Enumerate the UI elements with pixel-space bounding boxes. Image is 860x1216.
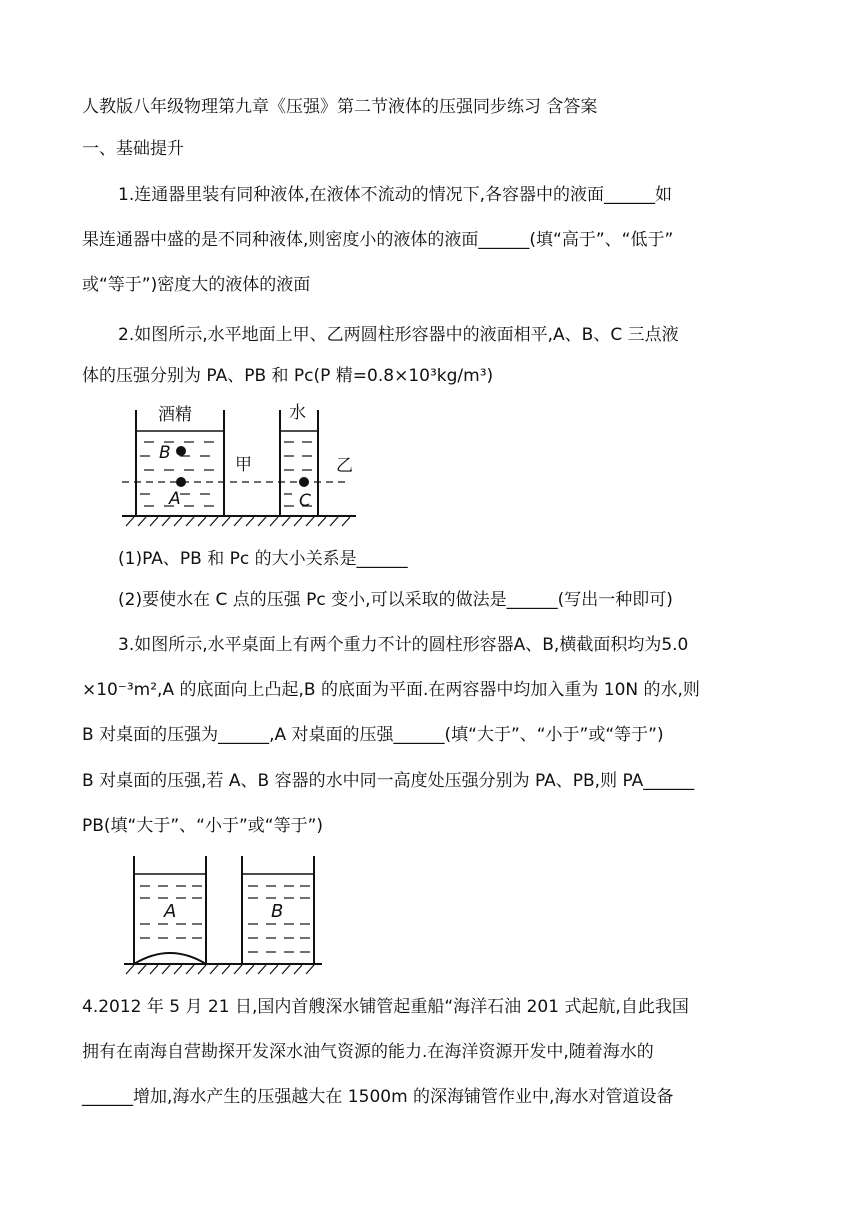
- point-c-dot: [299, 477, 309, 487]
- point-b-dot: [176, 446, 186, 456]
- container-b-label: B: [271, 901, 284, 922]
- question-3-line-2: ×10⁻³m²,A 的底面向上凸起,B 的底面为平面.在两容器中均加入重为 10N 的水,则: [82, 680, 700, 700]
- question-2-figure: [118, 398, 362, 528]
- table-hatching: [126, 965, 314, 974]
- question-1-line-3: 或“等于”)密度大的液体的液面: [82, 275, 311, 295]
- point-a-dot: [176, 477, 186, 487]
- question-2-sub-1: (1)PA、PB 和 Pc 的大小关系是______: [118, 549, 408, 569]
- label-yi: 乙: [336, 456, 353, 476]
- question-4-line-2: 拥有在南海自营勘探开发深水油气资源的能力.在海洋资源开发中,随着海水的: [82, 1042, 654, 1062]
- label-b: B: [159, 443, 171, 463]
- ground-hatching: [126, 517, 350, 526]
- alcohol-label: 酒精: [158, 405, 192, 425]
- label-jia: 甲: [235, 455, 252, 475]
- question-2-line-2: 体的压强分别为 PA、PB 和 Pc(P 精=0.8×10³kg/m³): [82, 366, 494, 386]
- document-title: 人教版八年级物理第九章《压强》第二节液体的压强同步练习 含答案: [82, 97, 598, 117]
- container-a-label: A: [164, 901, 177, 922]
- question-1-line-1: 1.连通器里装有同种液体,在液体不流动的情况下,各容器中的液面______如: [118, 185, 673, 205]
- question-4-line-1: 4.2012 年 5 月 21 日,国内首艘深水铺管起重船“海洋石油 201 式起航,自此我国: [82, 997, 689, 1017]
- question-4-line-3: ______增加,海水产生的压强越大在 1500m 的深海铺管作业中,海水对管道设备: [82, 1087, 674, 1107]
- label-c: C: [299, 491, 311, 511]
- question-2-line-1: 2.如图所示,水平地面上甲、乙两圆柱形容器中的液面相平,A、B、C 三点液: [118, 325, 679, 345]
- section-heading: 一、基础提升: [82, 139, 184, 159]
- question-3-line-4: B 对桌面的压强,若 A、B 容器的水中同一高度处压强分别为 PA、PB,则 PA______: [82, 771, 695, 791]
- water-label: 水: [289, 403, 306, 423]
- question-3-line-3: B 对桌面的压强为______,A 对桌面的压强______(填“大于”、“小于”或“等于”): [82, 725, 664, 745]
- question-2-sub-2: (2)要使水在 C 点的压强 Pc 变小,可以采取的做法是______(写出一种即可): [118, 590, 673, 610]
- label-a: A: [169, 489, 181, 509]
- question-3-line-1: 3.如图所示,水平桌面上有两个重力不计的圆柱形容器A、B,横截面积均为5.0: [118, 635, 689, 655]
- question-3-line-5: PB(填“大于”、“小于”或“等于”): [82, 816, 324, 836]
- question-3-figure: [120, 850, 326, 976]
- question-1-line-2: 果连通器中盛的是不同种液体,则密度小的液体的液面______(填“高于”、“低于”: [82, 230, 674, 250]
